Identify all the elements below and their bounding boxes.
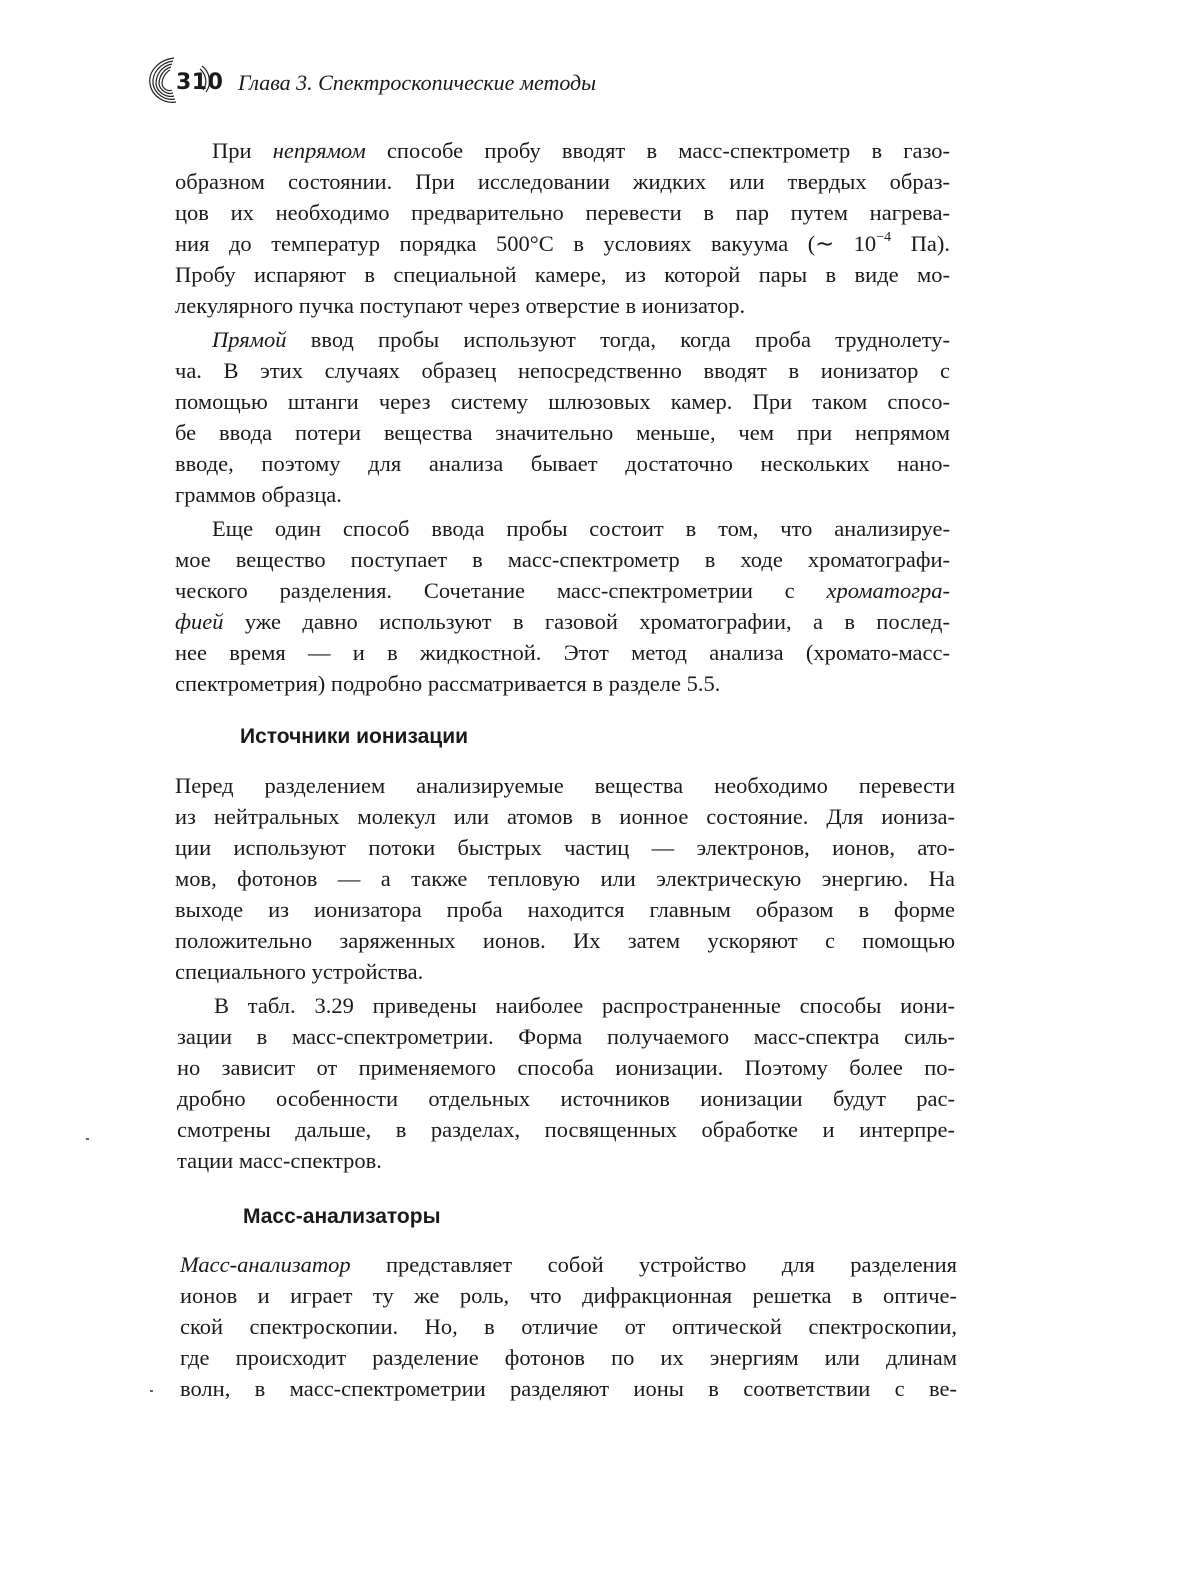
text-line: помощью штанги через систему шлюзовых камер. При таком спосо- <box>175 389 950 414</box>
text-line: смотрены дальше, в разделах, посвященных обработке и интерпре- <box>177 1117 955 1142</box>
text-line: но зависит от применяемого способа ионизации. Поэтому более по- <box>177 1055 955 1080</box>
text-line: ния до температур порядка 500°C в условиях вакуума (∼ $10^{-4}$ Па). <box>175 230 950 256</box>
section-heading: Масс-анализаторы <box>243 1205 441 1228</box>
text-line: ции используют потоки быстрых частиц — электронов, ионов, ато- <box>175 835 955 860</box>
text-line: положительно заряженных ионов. Их затем ускоряют с помощью <box>175 928 955 953</box>
text-line: образном состоянии. При исследовании жидких или твердых образ- <box>175 169 950 194</box>
text-line: выходе из ионизатора проба находится главным образом в форме <box>175 897 955 922</box>
text-line: нее время — и в жидкостной. Этот метод анализа (хромато-масс- <box>175 640 950 665</box>
section-heading: Источники ионизации <box>240 725 469 748</box>
text-line: Пробу испаряют в специальной камере, из которой пары в виде мо- <box>175 262 950 287</box>
text-line: ческого разделения. Сочетание масс-спектрометрии с хроматогра- <box>175 578 950 603</box>
text-line: Прямой ввод пробы используют тогда, когда проба труднолету- <box>212 327 950 352</box>
page-number: 310 <box>176 70 224 95</box>
text-line: спектрометрия) подробно рассматривается в разделе 5.5. <box>175 671 721 696</box>
page-number-badge <box>140 50 224 110</box>
text-line: лекулярного пучка поступают через отверстие в ионизатор. <box>175 293 746 318</box>
text-line: дробно особенности отдельных источников ионизации будут рас- <box>177 1086 955 1111</box>
text-line: где происходит разделение фотонов по их энергиям или длинам <box>180 1345 957 1370</box>
text-line: цов их необходимо предварительно перевести в пар путем нагрева- <box>175 200 950 225</box>
text-line: ионов и играет ту же роль, что дифракционная решетка в оптиче- <box>180 1283 957 1308</box>
text-line: вводе, поэтому для анализа бывает достаточно нескольких нано- <box>175 451 950 476</box>
text-line: зации в масс-спектрометрии. Форма получаемого масс-спектра силь- <box>177 1024 955 1049</box>
page-header <box>140 50 1040 110</box>
text-line: ской спектроскопии. Но, в отличие от оптической спектроскопии, <box>180 1314 957 1339</box>
text-line: Масс-анализатор представляет собой устройство для разделения <box>180 1252 957 1277</box>
text-line: ча. В этих случаях образец непосредственно вводят в ионизатор с <box>175 358 950 383</box>
text-line: из нейтральных молекул или атомов в ионное состояние. Для иониза- <box>175 804 955 829</box>
running-head: Глава 3. Спектроскопические методы <box>238 70 597 95</box>
text-line: При непрямом способе пробу вводят в масс-спектрометр в газо- <box>212 138 951 163</box>
text-line: фией уже давно используют в газовой хроматографии, а в послед- <box>175 609 950 634</box>
text-line: мов, фотонов — а также тепловую или электрическую энергию. На <box>175 866 955 891</box>
text-line: волн, в масс-спектрометрии разделяют ионы в соответствии с ве- <box>180 1376 957 1401</box>
scan-speck <box>86 1138 89 1140</box>
text-line: В табл. 3.29 приведены наиболее распространенные способы иони- <box>214 993 955 1018</box>
text-line: Перед разделением анализируемые вещества необходимо перевести <box>175 773 955 798</box>
text-line: Еще один способ ввода пробы состоит в том, что анализируе- <box>212 516 950 541</box>
text-line: тации масс-спектров. <box>177 1148 382 1173</box>
text-line: специального устройства. <box>175 959 424 984</box>
text-line: мое вещество поступает в масс-спектрометр в ходе хроматографи- <box>175 547 950 572</box>
text-line: бе ввода потери вещества значительно меньше, чем при непрямом <box>175 420 950 445</box>
text-line: граммов образца. <box>175 482 342 507</box>
scan-speck <box>150 1390 153 1392</box>
